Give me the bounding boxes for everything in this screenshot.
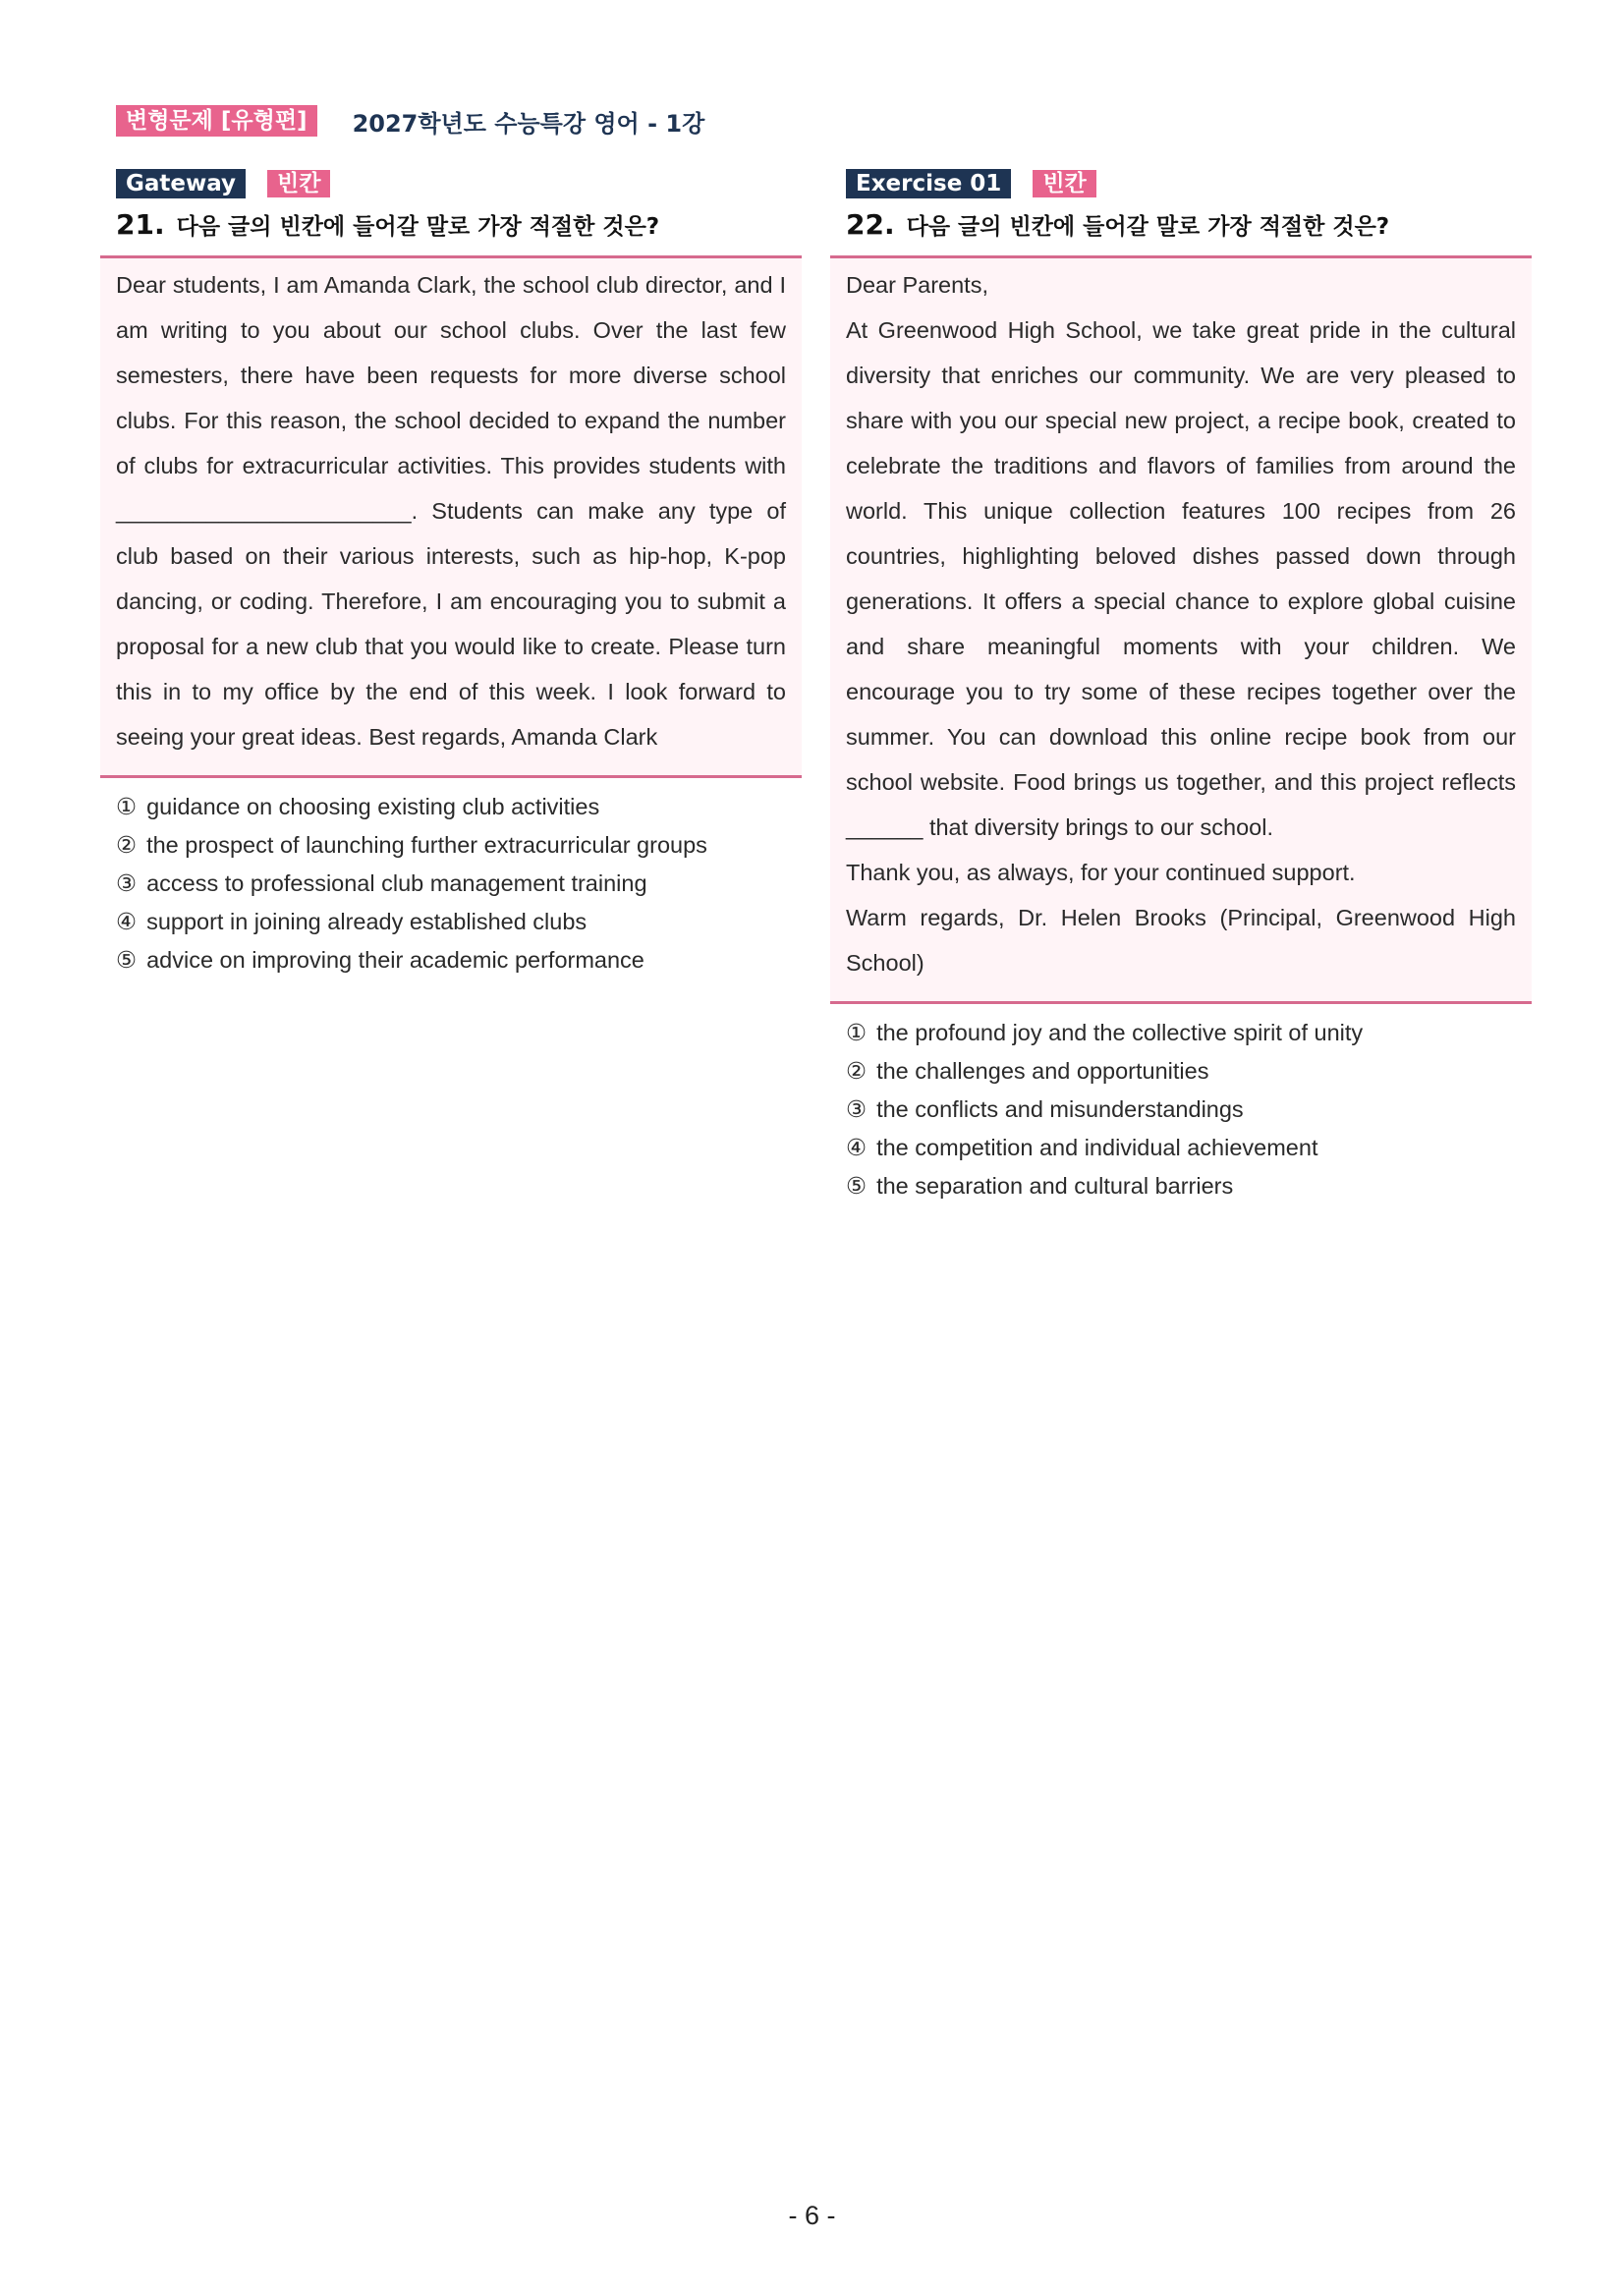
choice-mark: ① bbox=[846, 1020, 868, 1045]
question-labels bbox=[830, 169, 1532, 198]
choice-text: the conflicts and misunderstandings bbox=[876, 1096, 1244, 1122]
answer-choice[interactable] bbox=[846, 1091, 1516, 1129]
question-labels bbox=[100, 169, 802, 198]
answer-choice[interactable] bbox=[846, 1052, 1516, 1091]
choice-text: the challenges and opportunities bbox=[876, 1058, 1209, 1084]
question-type-tag: 빈칸 bbox=[267, 170, 330, 197]
choice-mark: ③ bbox=[116, 870, 138, 896]
answer-choice[interactable] bbox=[116, 903, 786, 941]
question-number: 22. bbox=[846, 208, 895, 241]
question-prompt bbox=[100, 208, 802, 242]
question-number: 21. bbox=[116, 208, 165, 241]
page-number: - 6 - bbox=[788, 2201, 836, 2230]
question-text: 다음 글의 빈칸에 들어갈 말로 가장 적절한 것은? bbox=[906, 214, 1390, 240]
question-prompt bbox=[830, 208, 1532, 242]
choice-text: the separation and cultural barriers bbox=[876, 1173, 1234, 1199]
passage-box bbox=[830, 255, 1532, 1004]
answer-choices bbox=[830, 1014, 1532, 1205]
answer-choice[interactable] bbox=[116, 941, 786, 980]
section-label: Exercise 01 bbox=[846, 169, 1011, 198]
worksheet-type-tag: 변형문제 [유형편] bbox=[116, 105, 317, 137]
answer-choice[interactable] bbox=[846, 1014, 1516, 1052]
choice-mark: ④ bbox=[116, 909, 138, 934]
choice-text: support in joining already established clubs bbox=[146, 909, 588, 934]
passage-box bbox=[100, 255, 802, 778]
answer-choice[interactable] bbox=[116, 826, 786, 865]
choice-text: the competition and individual achievement bbox=[876, 1135, 1318, 1160]
question-21-column bbox=[100, 169, 802, 980]
answer-choice[interactable] bbox=[846, 1167, 1516, 1205]
worksheet-title: 2027학년도 수능특강 영어 - 1강 bbox=[352, 109, 705, 138]
choice-text: guidance on choosing existing club activities bbox=[146, 794, 600, 819]
choice-text: the profound joy and the collective spirit of unity bbox=[876, 1020, 1364, 1045]
choice-mark: ⑤ bbox=[846, 1173, 868, 1199]
question-type-tag: 빈칸 bbox=[1033, 170, 1095, 197]
passage-paragraph: Warm regards, Dr. Helen Brooks (Principal, Greenwood High School) bbox=[846, 905, 1516, 976]
choice-mark: ④ bbox=[846, 1135, 868, 1160]
answer-choice[interactable] bbox=[116, 865, 786, 903]
choice-mark: ① bbox=[116, 794, 138, 819]
choice-mark: ③ bbox=[846, 1096, 868, 1122]
answer-choice[interactable] bbox=[116, 788, 786, 826]
choice-mark: ② bbox=[846, 1058, 868, 1084]
page-header bbox=[116, 104, 704, 138]
passage-paragraph: Dear Parents, bbox=[846, 272, 988, 298]
answer-choice[interactable] bbox=[846, 1129, 1516, 1167]
choice-text: access to professional club management training bbox=[146, 870, 647, 896]
passage-paragraph: At Greenwood High School, we take great pride in the cultural diversity that enriches our community. We are very pleased to share with you our special new project, a recipe book, created to celebrate the traditions and flavors of families from around the world. This unique collection features 100 recipes from 26 countries, highlighting beloved dishes passed down through generations. It offers a special chance to explore global cuisine and share meaningful moments with your children. We encourage you to try some of these recipes together over the summer. You can download this online recipe book from our school website. Food brings us together, and this project reflects ______ that diversity brings to our school. bbox=[846, 317, 1516, 840]
question-text: 다음 글의 빈칸에 들어갈 말로 가장 적절한 것은? bbox=[176, 214, 660, 240]
choice-mark: ② bbox=[116, 832, 138, 858]
choice-text: the prospect of launching further extracurricular groups bbox=[146, 832, 707, 858]
choice-text: advice on improving their academic performance bbox=[146, 947, 644, 973]
choice-mark: ⑤ bbox=[116, 947, 138, 973]
passage-paragraph: Dear students, I am Amanda Clark, the school club director, and I am writing to you about our school clubs. Over the last few semesters, there have been requests for more diverse school clubs. For this reason, the school decided to expand the number of clubs for extracurricular activities. This provides students with _______________________. Students can make any type of club based on their various interests, such as hip-hop, K-pop dancing, or coding. Therefore, I am encouraging you to submit a proposal for a new club that you would like to create. Please turn this in to my office by the end of this week. I look forward to seeing your great ideas. Best regards, Amanda Clark bbox=[116, 272, 786, 750]
answer-choices bbox=[100, 788, 802, 980]
question-22-column bbox=[830, 169, 1532, 1205]
section-label: Gateway bbox=[116, 169, 246, 198]
passage-paragraph: Thank you, as always, for your continued support. bbox=[846, 860, 1356, 885]
